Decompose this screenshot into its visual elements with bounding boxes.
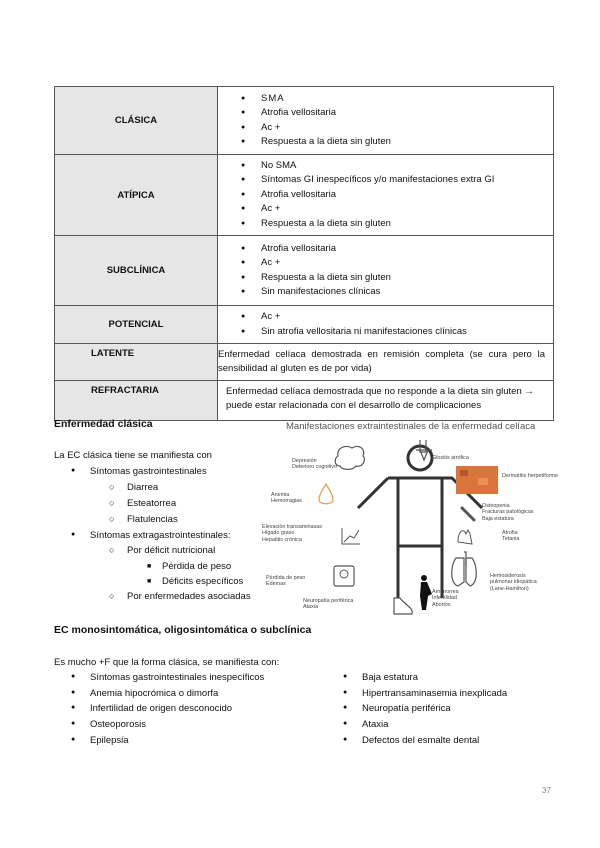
list-item: ● Atrofia vellositaria — [261, 242, 545, 256]
tooth-icon — [416, 440, 432, 460]
mono-left-item: ● Síntomas gastrointestinales inespecíficos — [90, 672, 264, 683]
chart-icon — [342, 528, 360, 544]
row-label: LATENTE — [55, 344, 218, 381]
deficit-item: ■ Déficits específicos — [162, 576, 243, 587]
mono-left-item: ● Anemia hipocrómica o dimorfa — [90, 688, 218, 699]
extra-label: ● Síntomas extragastrointestinales: — [90, 530, 230, 541]
list-item: ● Ac + — [261, 256, 545, 270]
table-row — [55, 236, 554, 306]
table-row — [55, 344, 554, 381]
list-item: ● Atrofia vellositaria — [261, 106, 545, 120]
list-item: ● Respuesta a la dieta sin gluten — [261, 135, 545, 149]
table-row — [55, 381, 554, 421]
list-item: ● Sin atrofia vellositaria ni manifestaciones clínicas — [261, 325, 545, 339]
row-label: REFRACTARIA — [55, 381, 218, 421]
pregnant-woman-icon — [420, 575, 432, 610]
row-list — [218, 159, 545, 231]
blood-drop-icon — [319, 484, 333, 504]
label-neuropatia: Neuropatía periférica Ataxia — [303, 598, 354, 611]
page-number: 37 — [542, 786, 551, 795]
label-transaminasas: Elevación transaminasas Hígado graso Hepatitis crónica — [262, 524, 322, 543]
scale-icon — [334, 566, 354, 586]
label-tetania: Atrofia Tetania — [502, 530, 520, 543]
label-osteopenia: Osteopenia Fracturas patológicas Baja estatura — [482, 503, 534, 522]
list-item: ● No SMA — [261, 159, 545, 173]
classic-heading: Enfermedad clásica — [54, 418, 153, 430]
mono-right-item: ● Ataxia — [362, 719, 388, 730]
label-perdida-peso: Pérdida de peso Edemas — [266, 575, 306, 588]
mono-right-item: ● Baja estatura — [362, 672, 418, 683]
gi-label: ● Síntomas gastrointestinales — [90, 466, 207, 477]
table-row — [55, 155, 554, 236]
assoc-label: ○ Por enfermedades asociadas — [127, 591, 251, 602]
list-item: ● Atrofia vellositaria — [261, 188, 545, 202]
brain-icon — [335, 446, 364, 469]
row-list — [218, 92, 545, 150]
mono-right-item: ● Defectos del esmalte dental — [362, 735, 479, 746]
list-item: ● Ac + — [261, 310, 545, 324]
row-label: POTENCIAL — [55, 306, 218, 344]
mono-left-item: ● Epilepsia — [90, 735, 129, 746]
foot-icon — [394, 598, 412, 614]
mono-left-item: ● Osteoporosis — [90, 719, 146, 730]
label-amenorrea: Amenorrea Infertilidad Abortos — [432, 589, 459, 608]
label-hemosiderosis: Hemosiderosis pulmonar idiopática (Lane-Hamilton) — [490, 573, 537, 592]
label-dermatitis: Dermatitis herpetiforme — [502, 473, 559, 479]
classic-intro: La EC clásica tiene se manifiesta con — [54, 450, 212, 461]
gi-item: ○ Esteatorrea — [127, 498, 176, 509]
row-list — [218, 242, 545, 300]
row-list — [218, 310, 545, 339]
figure-title: Manifestaciones extraintestinales de la enfermedad celíaca — [286, 421, 536, 432]
list-item: ● Síntomas GI inespecíficos y/o manifestaciones extra GI — [261, 173, 545, 187]
list-item: ● Ac + — [261, 121, 545, 135]
hand-icon — [458, 530, 472, 544]
table-row — [55, 87, 554, 155]
mono-right-item: ● Neuropatía periférica — [362, 703, 451, 714]
list-item: ● Respuesta a la dieta sin gluten — [261, 271, 545, 285]
gi-item: ○ Diarrea — [127, 482, 158, 493]
mono-right-item: ● Hipertransaminasemia inexplicada — [362, 688, 507, 699]
label-glositis: Glositis atrófica — [432, 455, 469, 461]
classification-table — [54, 86, 554, 421]
bone-icon — [462, 508, 474, 520]
row-label: SUBCLÍNICA — [55, 236, 218, 306]
row-text: Enfermedad celíaca demostrada en remisión completa (se cura pero la sensibilidad al gluten es de por vida) — [218, 349, 545, 375]
list-item: ● SMA — [261, 92, 545, 106]
deficit-label: ○ Por déficit nutricional — [127, 545, 215, 556]
lungs-icon — [452, 552, 477, 586]
gi-item: ○ Flatulencias — [127, 514, 178, 525]
list-item: ● Respuesta a la dieta sin gluten — [261, 217, 545, 231]
label-depresion: Depresión Deterioro cognitivo — [292, 458, 337, 471]
row-label: CLÁSICA — [55, 87, 218, 155]
table-row — [55, 306, 554, 344]
deficit-item: ■ Pérdida de peso — [162, 561, 231, 572]
row-text: Enfermedad celíaca demostrada que no responde a la dieta sin gluten → puede estar relacionada con el desarrollo de complicaciones — [226, 386, 534, 412]
mono-intro: Es mucho +F que la forma clásica, se manifiesta con: — [54, 657, 280, 668]
row-label: ATÍPICA — [55, 155, 218, 236]
mono-heading: EC monosintomática, oligosintomática o subclínica — [54, 624, 312, 636]
label-anemia: Anemia Hemorragias — [271, 492, 302, 505]
list-item: ● Ac + — [261, 202, 545, 216]
list-item: ● Sin manifestaciones clínicas — [261, 285, 545, 299]
mono-left-item: ● Infertilidad de origen desconocido — [90, 703, 232, 714]
